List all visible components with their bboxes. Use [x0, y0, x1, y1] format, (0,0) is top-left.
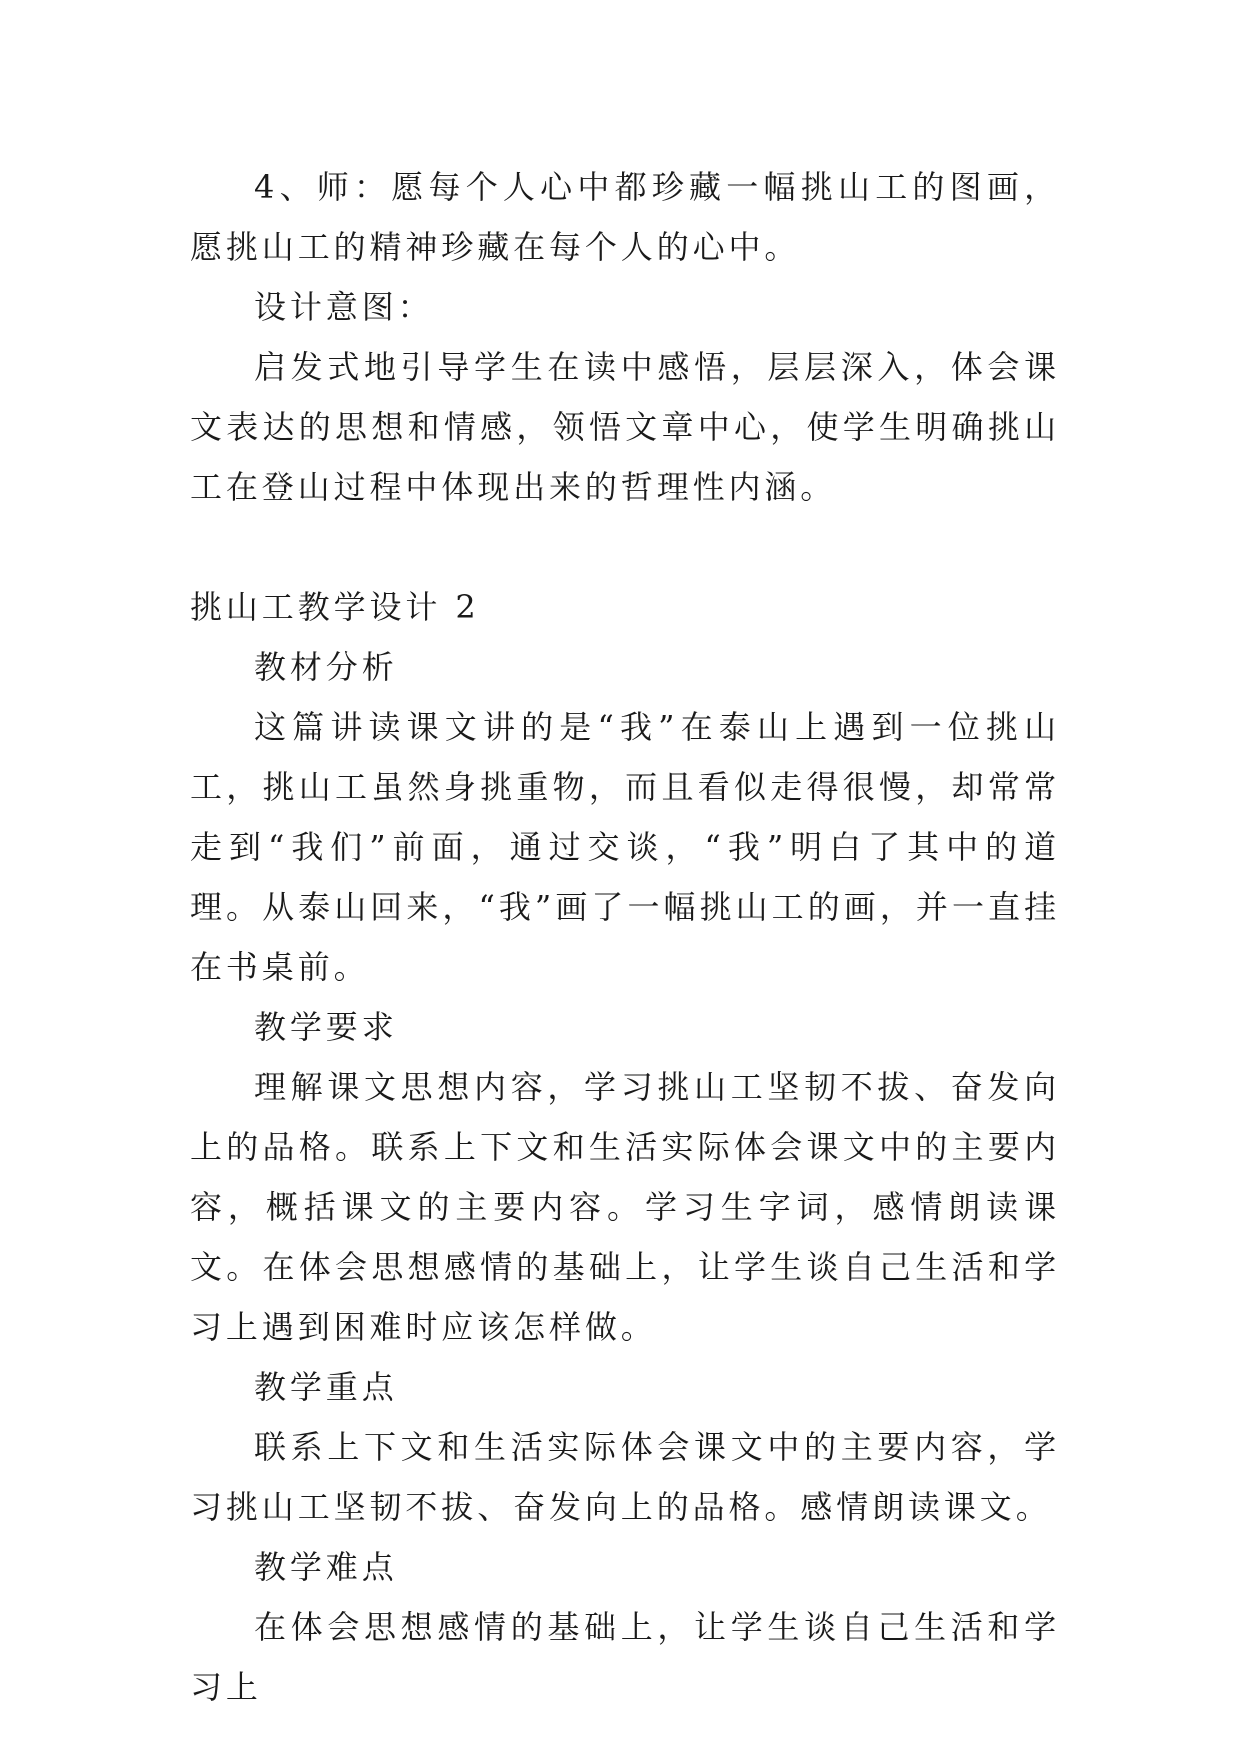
requirements-paragraph: 理解课文思想内容，学习挑山工坚韧不拔、奋发向上的品格。联系上下文和生活实际体会课文中的主要内容，概括课文的主要内容。学习生字词，感情朗读课文。在体会思想感情的基础上，让学生谈自己生活和学习上遇到困难时应该怎样做。 — [190, 1068, 1060, 1346]
difficulty-paragraph: 在体会思想感情的基础上，让学生谈自己生活和学习上 — [190, 1608, 1060, 1706]
analysis-paragraph: 这篇讲读课文讲的是“我”在泰山上遇到一位挑山工，挑山工虽然身挑重物，而且看似走得很慢，却常常走到“我们”前面，通过交谈，“我”明白了其中的道理。从泰山回来，“我”画了一幅挑山工的画，并一直挂在书桌前。 — [190, 708, 1060, 986]
section-spacer — [190, 517, 1060, 577]
document-body — [190, 157, 1060, 1717]
closing-paragraph: 4、师：愿每个人心中都珍藏一幅挑山工的图画，愿挑山工的精神珍藏在每个人的心中。 — [190, 168, 1060, 266]
analysis-heading: 教材分析 — [254, 648, 398, 686]
difficulty-heading: 教学难点 — [254, 1548, 398, 1586]
key-points-heading: 教学重点 — [254, 1368, 398, 1406]
section-title: 挑山工教学设计 2 — [190, 588, 480, 626]
requirements-heading: 教学要求 — [254, 1008, 398, 1046]
design-intent-heading: 设计意图： — [254, 288, 434, 326]
key-points-paragraph: 联系上下文和生活实际体会课文中的主要内容，学习挑山工坚韧不拔、奋发向上的品格。感情朗读课文。 — [190, 1428, 1060, 1526]
design-intent-paragraph: 启发式地引导学生在读中感悟，层层深入，体会课文表达的思想和情感，领悟文章中心，使学生明确挑山工在登山过程中体现出来的哲理性内涵。 — [190, 348, 1060, 506]
